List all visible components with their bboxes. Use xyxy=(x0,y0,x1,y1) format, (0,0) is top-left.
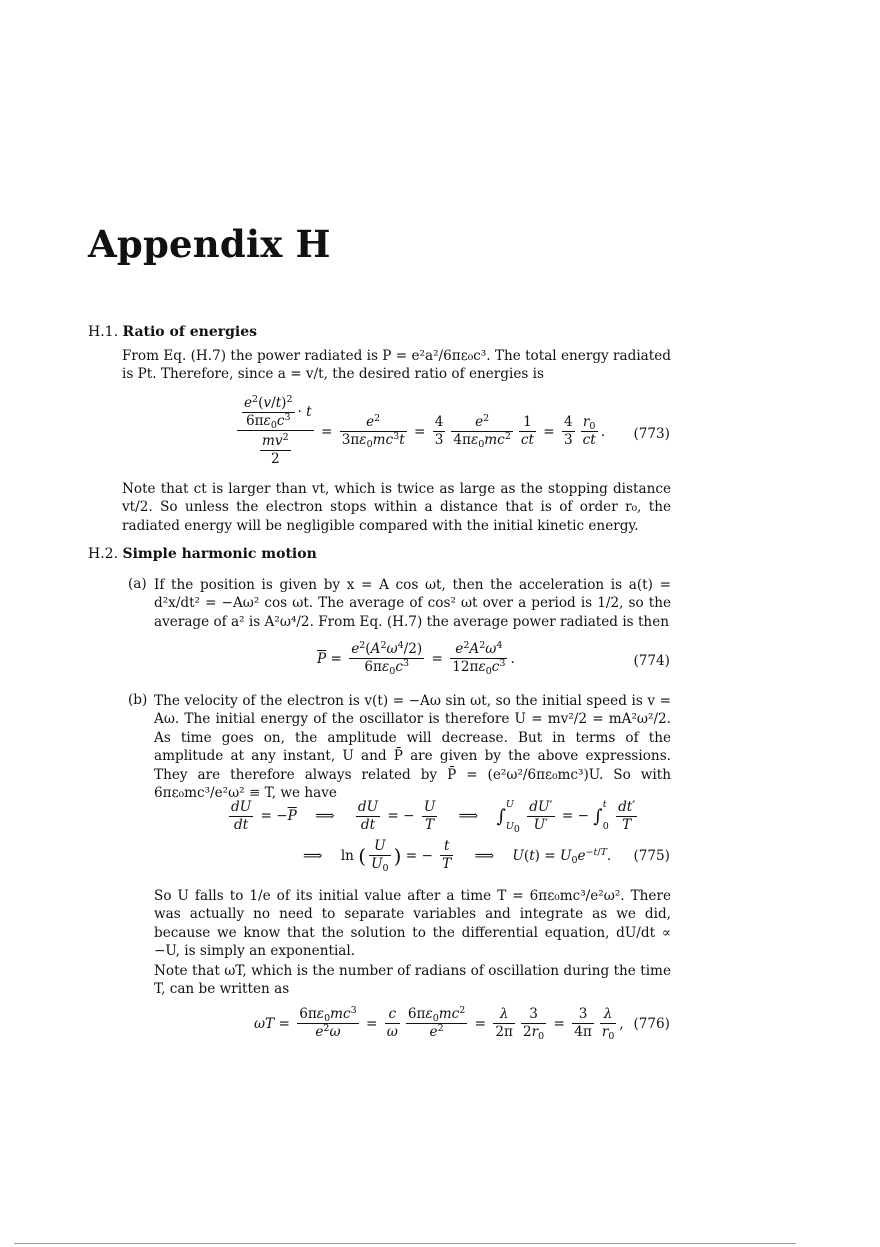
h1-note-paragraph: Note that ct is larger than vt, which is twice as large as the stopping distance vt/2. So unless the electron stops within a distance that is of order r₀, the radiated energy will be negligible compared with the initial kinetic energy. xyxy=(122,481,671,534)
equation-775-line-2: ⟹ ln ( $\frac{U}{U_0}$ ) = − $\frac{t}{T}$ ⟹ $U(t) = U_0e^{-t/T}$. xyxy=(303,838,612,874)
part-b-paragraph: The velocity of the electron is v(t) = −Aω sin ωt, so the initial speed is v = Aω. The initial energy of the oscillator is therefore U = mv²/2 = mA²ω²/2. As time goes on, the amplitude will decrease. But in terms of the amplitude at any instant, U and P̄ are given by the above expressions. They are therefore always related by P̄ = (e²ω²/6πε₀mc³)U. So with 6πε₀mc³/e²ω² ≡ T, we have xyxy=(154,693,671,802)
appendix-title: Appendix H xyxy=(88,222,331,266)
equation-773: $\frac{e^2(v/t)^2}{6\pi\varepsilon_0c^3}$ · t $\frac{mv^2}{2}$ = $\frac{e^2}{3\pi\varepsilon_0mc^3t}$ = $\frac{4}{3}$ $\frac{e^2}{4\pi\varepsilon_0mc^2}$ $\frac{1}{ct}$ = $\frac{4}{3}$ $\frac{r_0}{ct}$ . xyxy=(234,395,605,468)
equation-number-776: (776) xyxy=(633,1016,670,1032)
part-b-after-paragraph-1: So U falls to 1/e of its initial value after a time T = 6πε₀mc³/e²ω². There was actually no need to separate variables and integrate as we did, because we know that the solution to the differential equation, dU/dt ∝ −U, is simply an exponential. xyxy=(154,888,671,960)
equation-775-line-1: $\frac{dU}{dt}$ = $-\overline{P}$ ⟹ $\frac{dU}{dt}$ = − $\frac{U}{T}$ ⟹ ∫U $U_0$ $\frac{dU'}{U'}$ = − ∫t 0 $\frac{dt'}{T}$ xyxy=(231,798,636,835)
section-number: H.1. xyxy=(88,324,119,340)
part-b-label: (b) xyxy=(128,692,148,708)
equation-776: ωT = $\frac{6\pi\varepsilon_0mc^3}{e^2\omega}$ = $\frac{c}{\omega}$ $\frac{6\pi\varepsilon_0mc^2}{e^2}$ = $\frac{\lambda}{2\pi}$ $\frac{3}{2r_0}$ = $\frac{3}{4\pi}$ $\frac{\lambda}{r_0}$ , xyxy=(254,1005,624,1042)
part-b-after-paragraph-2: Note that ωT, which is the number of radians of oscillation during the time T, can be written as xyxy=(154,963,671,998)
section-title: Ratio of energies xyxy=(122,324,258,340)
section-h2-heading xyxy=(88,546,317,562)
section-number: H.2. xyxy=(88,546,119,562)
footer-rule xyxy=(14,1243,796,1244)
part-a-paragraph: If the position is given by x = A cos ωt, then the acceleration is a(t) = d²x/dt² = −Aω² cos ωt. The average of cos² ωt over a period is 1/2, so the average of a² is A²ω⁴/2. From Eq. (H.7) the average power radiated is then xyxy=(154,577,671,630)
h1-intro-paragraph: From Eq. (H.7) the power radiated is P = e²a²/6πε₀c³. The total energy radiated is Pt. Therefore, since a = v/t, the desired ratio of energies is xyxy=(122,348,671,383)
equation-number-773: (773) xyxy=(633,426,670,442)
equation-number-774: (774) xyxy=(633,653,670,669)
equation-774: $\overline{P}$ = $\frac{e^2(A^2\omega^4/2)}{6\pi\varepsilon_0c^3}$ = $\frac{e^2A^2\omega^4}{12\pi\varepsilon_0c^3}$ . xyxy=(317,640,515,677)
section-h1-heading xyxy=(88,324,257,340)
part-a-label: (a) xyxy=(128,576,147,592)
equation-number-775: (775) xyxy=(633,848,670,864)
section-title: Simple harmonic motion xyxy=(122,546,317,562)
